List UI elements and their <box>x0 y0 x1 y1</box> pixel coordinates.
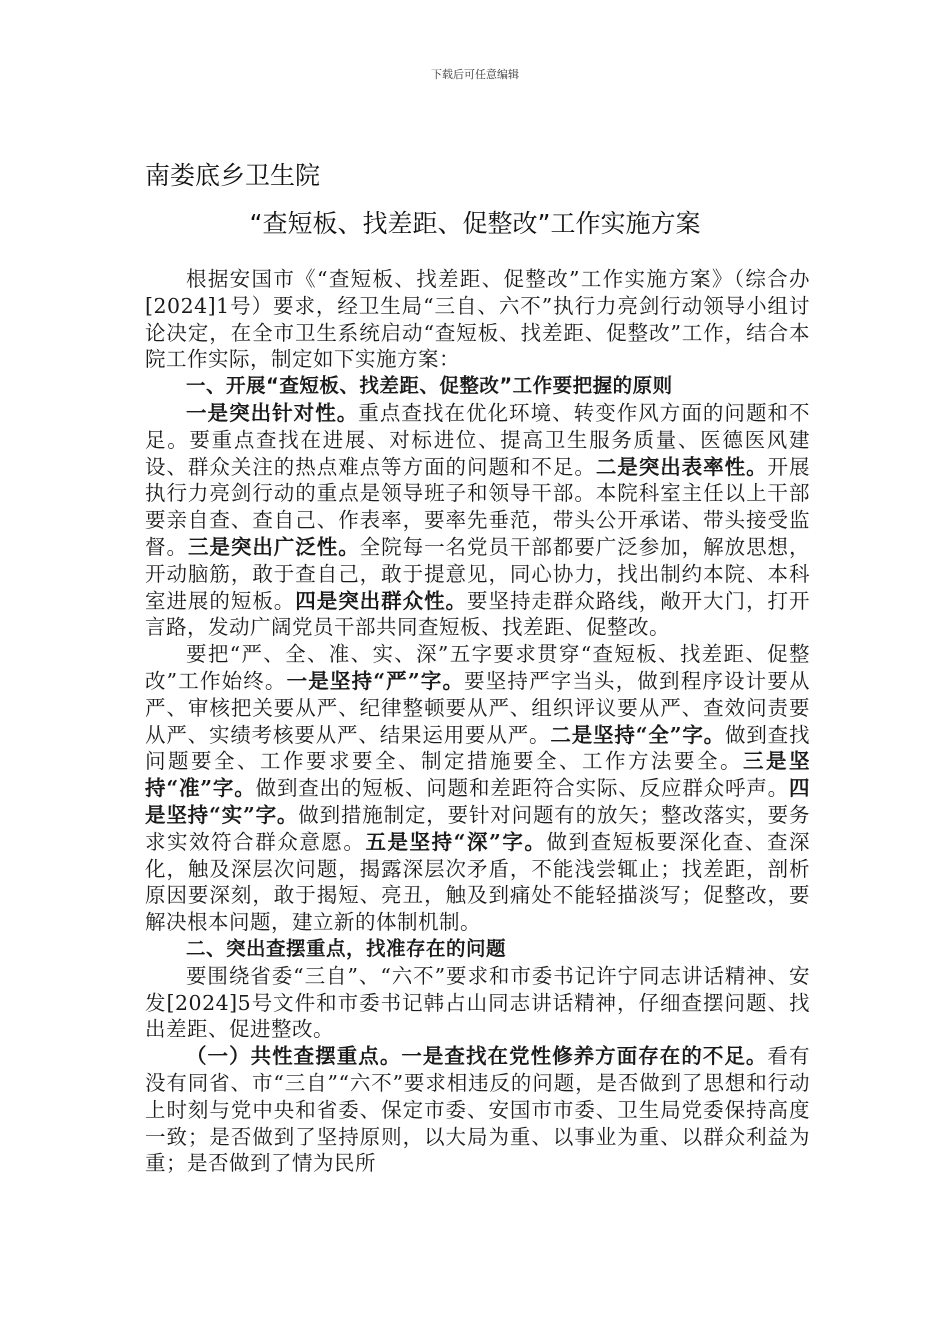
paragraph-text: 做到查找问题要全、工作要求要全、制定措施要全、工作方法要全。 <box>145 722 811 774</box>
bold-phrase: 二是突出表率性。 <box>595 454 768 479</box>
paragraph-text: 做到查出的短板、问题和差距符合实际、反应群众呼声。 <box>255 776 789 801</box>
page-header: 下载后可任意编辑 <box>431 68 519 81</box>
bold-phrase: 四是突出群众性。 <box>295 588 468 613</box>
bold-phrase: 三是坚持“准”字。 <box>145 749 810 801</box>
bold-phrase: 二是坚持“全”字。 <box>550 722 725 747</box>
paragraph-text: 做到查短板要深化查、查深化，触及深层次问题，揭露深层次矛盾，不能浅尝辄止；找差距，剖析原因要深刻，敢于揭短、亮丑，触及到痛处不能轻描淡写；促整改，要解决根本问题，建立新的体制机制。 <box>145 829 810 935</box>
section-1-paragraph-2 <box>145 641 810 936</box>
paragraph-text: 要坚持走群众路线，敞开大门，打开言路，发动广阔党员干部共同查短板、找差距、促整改。 <box>145 588 811 640</box>
paragraph-text: 看有没有同省、市“三自”“六不”要求相违反的问题，是否做到了思想和行动上时刻与党中央和省委、保定市委、安国市市委、卫生局党委保持高度一致；是否做到了坚持原则，以大局为重、以事业为重、以群众利益为重；是否做到了情为民所 <box>145 1044 811 1176</box>
document-title: “查短板、找差距、促整改”工作实施方案 <box>249 209 701 238</box>
paragraph-text: 全院每一名党员干部都要广泛参加，解放思想，开动脑筋，敢于查自己，敢于提意见，同心协力，找出制约本院、本科室进展的短板。 <box>145 534 811 613</box>
bold-phrase: 四是坚持“实”字。 <box>145 776 810 827</box>
paragraph-text: 重点查找在优化环境、转变作风方面的问题和不足。要重点查找在进展、对标进位、提高卫生服务质量、医德医风建设、群众关注的热点难点等方面的问题和不足。 <box>145 400 811 479</box>
section-2-paragraph-2 <box>145 1043 810 1177</box>
section-2-paragraph-1: 要围绕省委“三自”、“六不”要求和市委书记许宁同志讲话精神、安发[2024]5号文件和市委书记韩占山同志讲话精神，仔细查摆问题、找出差距、促进整改。 <box>145 963 810 1042</box>
document-body <box>145 266 810 1177</box>
paragraph-text: 做到措施制定，要针对问题有的放矢；整改落实，要务求实效符合群众意愿。 <box>145 802 811 854</box>
bold-phrase: 三是突出广泛性。 <box>187 534 360 559</box>
section-1-paragraph-1 <box>145 400 810 641</box>
bold-phrase: （一）共性查摆重点。一是查找在党性修养方面存在的不足。 <box>186 1044 768 1069</box>
section-1-heading: 一、开展“查短板、找差距、促整改”工作要把握的原则 <box>186 374 673 398</box>
intro-paragraph: 根据安国市《“查短板、找差距、促整改”工作实施方案》（综合办[2024]1号）要求，经卫生局“三自、六不”执行力亮剑行动领导小组讨论决定，在全市卫生系统启动“查短板、找差距、促整改”工作，结合本院工作实际，制定如下实施方案： <box>145 267 810 372</box>
bold-phrase: 一是坚持“严”字。 <box>286 668 465 693</box>
paragraph-text: 开展执行力亮剑行动的重点是领导班子和领导干部。本院科室主任以上干部要亲自查、查自己、作表率，要率先垂范，带头公开承诺、带头接受监督。 <box>145 454 811 559</box>
paragraph-text: 要把“严、全、准、实、深”五字要求贯穿“查短板、找差距、促整改”工作始终。 <box>145 642 810 693</box>
bold-phrase: 五是坚持“深”字。 <box>365 829 547 854</box>
paragraph-text: 要坚持严字当头，做到程序设计要从严、审核把关要从严、纪律整顿要从严、组织评议要从严、查效问责要从严、实绩考核要从严、结果运用要从严。 <box>145 668 810 747</box>
section-2-heading: 二、突出查摆重点，找准存在的问题 <box>186 936 507 960</box>
bold-phrase: 一是突出针对性。 <box>186 400 359 425</box>
organization-name: 南娄底乡卫生院 <box>145 161 321 190</box>
